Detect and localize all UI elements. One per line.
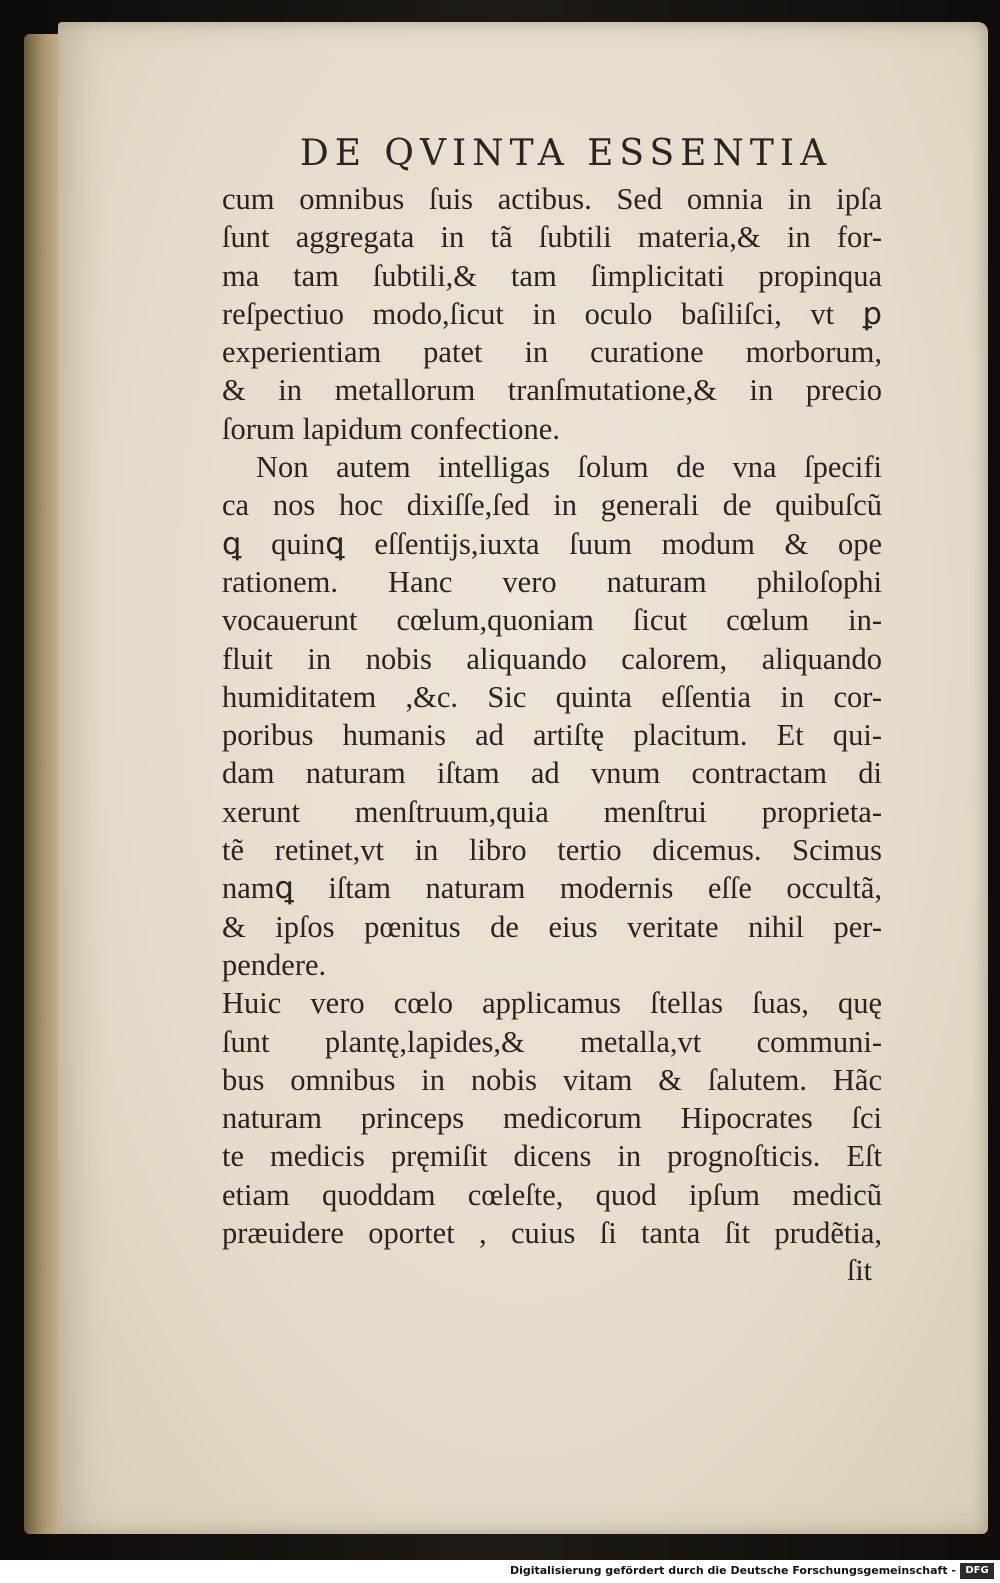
text-line: Huic vero cœlo applicamus ſtellas ſuas, quę	[222, 986, 882, 1021]
text-line: namꝗ iſtam naturam modernis eſſe occultã,	[222, 871, 882, 906]
dfg-logo: DFG	[960, 1563, 994, 1579]
text-line: fluit in nobis aliquando calorem, aliquando	[222, 641, 882, 676]
text-line: rationem. Hanc vero naturam philoſophi	[222, 564, 882, 599]
text-line: ma tam ſubtili,& tam ſimplicitati propinqua	[222, 258, 882, 293]
text-line: & in metallorum tranſmutatione,& in precio	[222, 373, 882, 408]
text-line: ꝗ quinꝗ eſſentijs,iuxta ſuum modum & ope	[222, 526, 882, 561]
text-line: Non autem intelligas ſolum de vna ſpecifi	[256, 450, 882, 485]
text-line: bus omnibus in nobis vitam & ſalutem. Hãc	[222, 1062, 882, 1097]
text-line: etiam quoddam cœleſte, quod ipſum medicũ	[222, 1177, 882, 1212]
text-line: reſpectiuo modo,ſicut in oculo baſiliſci, vt ꝑ	[222, 296, 882, 331]
paragraph-2	[222, 448, 882, 984]
paragraph-1	[222, 180, 882, 448]
text-line: naturam princeps medicorum Hipocrates ſci	[222, 1101, 882, 1136]
catchword: ſit	[846, 1254, 872, 1288]
text-line: humiditatem ,&c. Sic quinta eſſentia in cor-	[222, 679, 882, 714]
text-line: ſorum lapidum confectione.	[222, 411, 560, 446]
text-line: vocauerunt cœlum,quoniam ſicut cœlum in-	[222, 603, 882, 638]
text-line: dam naturam iſtam ad vnum contractam di	[222, 756, 882, 791]
running-head: DE QVINTA ESSENTIA	[299, 133, 833, 174]
paragraph-3	[222, 984, 882, 1252]
text-line: poribus humanis ad artiſtę placitum. Et qui-	[222, 718, 882, 753]
text-line: cum omnibus ſuis actibus. Sed omnia in ipſa	[222, 182, 882, 216]
text-block	[222, 130, 882, 1290]
text-line: experientiam patet in curatione morborum,	[222, 335, 882, 370]
funding-notice: Digitalisierung gefördert durch die Deutsche Forschungsgemeinschaft -	[509, 1564, 956, 1577]
text-line: tẽ retinet,vt in libro tertio dicemus. Scimus	[222, 833, 882, 868]
footer-bar	[0, 1560, 1000, 1583]
text-line: ca nos hoc dixiſſe,ſed in generali de quibuſcũ	[222, 488, 882, 523]
text-line: pendere.	[222, 947, 327, 982]
text-line: ſunt aggregata in tã ſubtili materia,& in for-	[222, 220, 882, 255]
text-line: & ipſos pœnitus de eius veritate nihil per-	[222, 909, 882, 944]
text-line: te medicis pręmiſit dicens in prognoſticis. Eſt	[222, 1139, 882, 1174]
text-line: ſunt plantę,lapides,& metalla,vt communi-	[222, 1024, 882, 1059]
text-line: xerunt menſtruum,quia menſtrui proprieta-	[222, 794, 882, 829]
text-line: præuidere oportet , cuius ſi tanta ſit prudẽtia,	[222, 1216, 882, 1251]
